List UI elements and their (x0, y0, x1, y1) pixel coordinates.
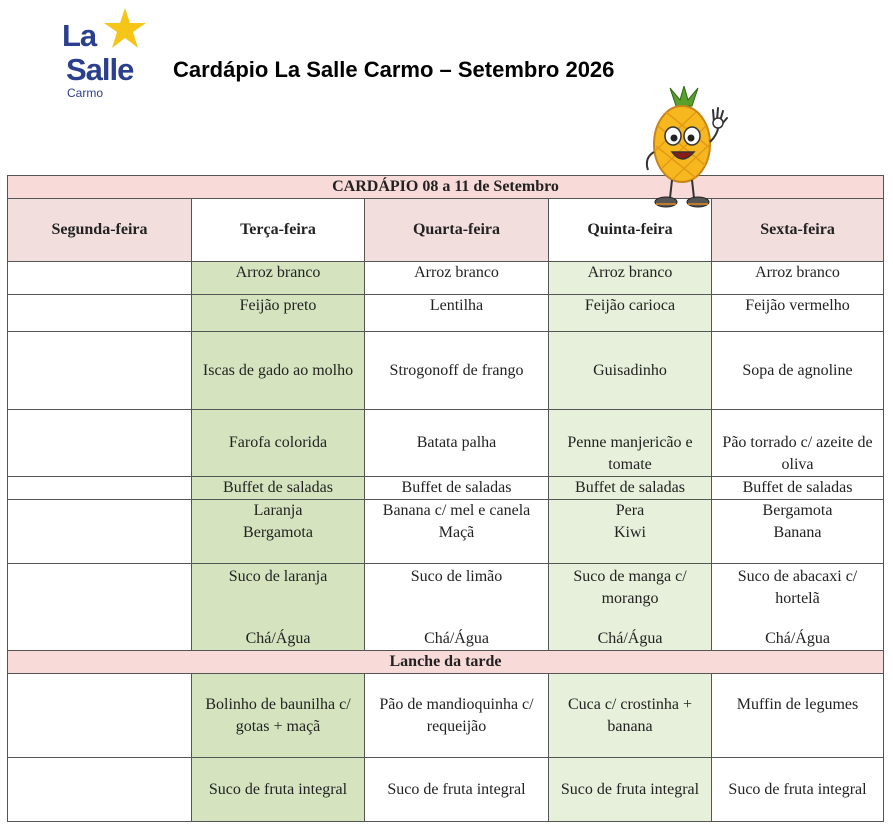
drink-item: Chá/Água (424, 630, 489, 647)
menu-cell: Farofa colorida (192, 410, 365, 477)
menu-cell: Sopa de agnoline (712, 332, 884, 410)
menu-cell: Suco de fruta integral (549, 758, 712, 822)
menu-cell: Buffet de saladas (549, 477, 712, 500)
menu-cell: Cuca c/ crostinha + banana (549, 674, 712, 758)
menu-cell-drinks (365, 564, 549, 651)
menu-cell (8, 410, 192, 477)
menu-cell (8, 564, 192, 651)
drink-item: Chá/Água (597, 630, 663, 647)
menu-cell-fruits (192, 500, 365, 564)
day-header-friday: Sexta-feira (712, 199, 884, 262)
logo-text-salle: Salle (66, 52, 134, 87)
fruit-item: Laranja (253, 502, 303, 519)
menu-cell: Pão torrado c/ azeite de oliva (712, 410, 884, 477)
juice-item: Suco de manga c/ morango (573, 568, 687, 607)
drink-item: Chá/Água (245, 630, 311, 647)
menu-cell (8, 295, 192, 332)
fruit-item: Maçã (438, 524, 475, 541)
menu-cell-fruits (712, 500, 884, 564)
menu-cell: Buffet de saladas (192, 477, 365, 500)
menu-cell: Pão de mandioquinha c/ requeijão (365, 674, 549, 758)
menu-cell-fruits (365, 500, 549, 564)
fruit-item: Bergamota (762, 502, 833, 519)
fruit-item: Banana c/ mel e canela (382, 502, 531, 519)
menu-cell: Suco de fruta integral (192, 758, 365, 822)
afternoon-snack-header: Lanche da tarde (8, 651, 884, 674)
menu-cell-fruits (549, 500, 712, 564)
fruit-item: Banana (773, 524, 822, 541)
menu-cell: Guisadinho (549, 332, 712, 410)
page-title: Cardápio La Salle Carmo – Setembro 2026 (173, 57, 615, 82)
juice-item: Suco de laranja (228, 568, 328, 585)
menu-cell: Buffet de saladas (712, 477, 884, 500)
menu-cell: Arroz branco (549, 262, 712, 295)
menu-cell: Feijão preto (192, 295, 365, 332)
day-header-thursday: Quinta-feira (549, 199, 712, 262)
juice-item: Suco de limão (410, 568, 503, 585)
menu-week-header: CARDÁPIO 08 a 11 de Setembro (8, 176, 884, 199)
fruit-item: Kiwi (614, 524, 646, 541)
menu-cell: Buffet de saladas (365, 477, 549, 500)
menu-cell (8, 500, 192, 564)
menu-cell (8, 262, 192, 295)
menu-cell (8, 758, 192, 822)
logo-text-carmo: Carmo (67, 86, 104, 100)
day-header-wednesday: Quarta-feira (365, 199, 549, 262)
fruit-item: Pera (615, 502, 645, 519)
school-logo (62, 8, 146, 100)
menu-cell: Arroz branco (365, 262, 549, 295)
fruit-item: Bergamota (243, 524, 313, 541)
juice-item: Suco de abacaxi c/ hortelã (737, 568, 858, 607)
menu-cell: Muffin de legumes (712, 674, 884, 758)
menu-cell: Strogonoff de frango (365, 332, 549, 410)
menu-cell-drinks (192, 564, 365, 651)
menu-cell: Arroz branco (192, 262, 365, 295)
pineapple-mascot-icon (636, 86, 732, 214)
menu-cell: Penne manjericão e tomate (549, 410, 712, 477)
menu-cell (8, 332, 192, 410)
menu-cell: Suco de fruta integral (712, 758, 884, 822)
menu-cell: Arroz branco (712, 262, 884, 295)
menu-cell (8, 477, 192, 500)
menu-cell: Bolinho de baunilha c/ gotas + maçã (192, 674, 365, 758)
logo-text-la: La (62, 18, 97, 53)
menu-cell-drinks (712, 564, 884, 651)
drink-item: Chá/Água (765, 630, 830, 647)
menu-cell: Feijão carioca (549, 295, 712, 332)
menu-cell: Iscas de gado ao molho (192, 332, 365, 410)
menu-cell: Batata palha (365, 410, 549, 477)
menu-cell: Feijão vermelho (712, 295, 884, 332)
menu-cell: Lentilha (365, 295, 549, 332)
day-header-monday: Segunda-feira (8, 199, 192, 262)
menu-cell (8, 674, 192, 758)
day-header-tuesday: Terça-feira (192, 199, 365, 262)
star-icon (102, 6, 148, 50)
menu-cell: Suco de fruta integral (365, 758, 549, 822)
menu-table (7, 175, 884, 822)
menu-cell-drinks (549, 564, 712, 651)
